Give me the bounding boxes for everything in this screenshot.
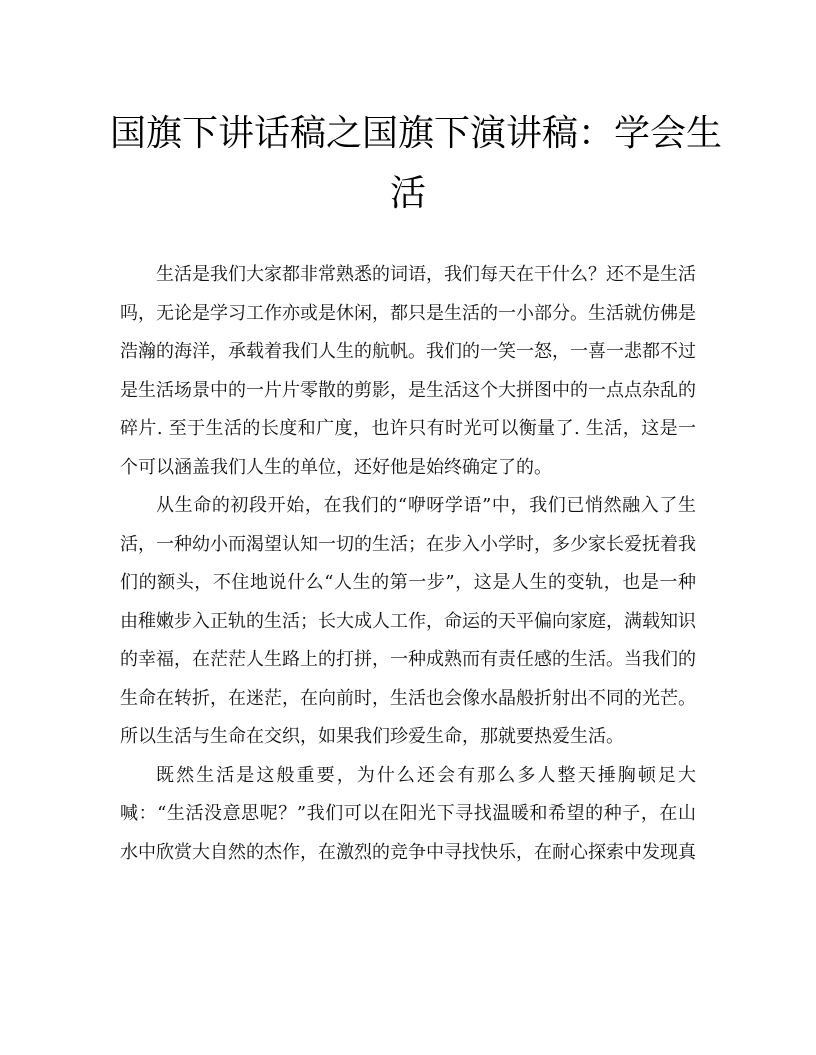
document-body [120, 256, 696, 872]
paragraph-3: 既然生活是这般重要，为什么还会有那么多人整天捶胸顿足大喊：“生活没意思呢？”我们可以在阳光下寻找温暖和希望的种子，在山水中欣赏大自然的杰作，在激烈的竞争中寻找快乐，在耐心探索中发现真 [120, 764, 696, 863]
paragraph-2: 从生命的初段开始，在我们的“咿呀学语”中，我们已悄然融入了生活，一种幼小而渴望认知一切的生活；在步入小学时，多少家长爱抚着我们的额头，不住地说什么“人生的第一步”，这是人生的变轨，也是一种由稚嫩步入正轨的生活；长大成人工作，命运的天平偏向家庭，满载知识的幸福，在茫茫人生路上的打拼，一种成熟而有责任感的生活。当我们的生命在转折，在迷茫，在向前时，生活也会像水晶般折射出不同的光芒。所以生活与生命在交织，如果我们珍爱生命，那就要热爱生活。 [120, 495, 696, 747]
document-title [110, 104, 723, 224]
title-line-2: 活 [389, 173, 426, 214]
paragraph-1: 生活是我们大家都非常熟悉的词语，我们每天在干什么？还不是生活吗，无论是学习工作亦或是休闲，都只是生活的一小部分。生活就仿佛是浩瀚的海洋，承载着我们人生的航帆。我们的一笑一怒，一喜一悲都不过是生活场景中的一片片零散的剪影，是生活这个大拼图中的一点点杂乱的碎片. 至于生活的长度和广度，也许只有时光可以衡量了. 生活，这是一个可以涵盖我们人生的单位，还好他是始终确定了的。 [120, 264, 696, 478]
title-line-1: 国旗下讲话稿之国旗下演讲稿：学会生 [110, 113, 723, 154]
